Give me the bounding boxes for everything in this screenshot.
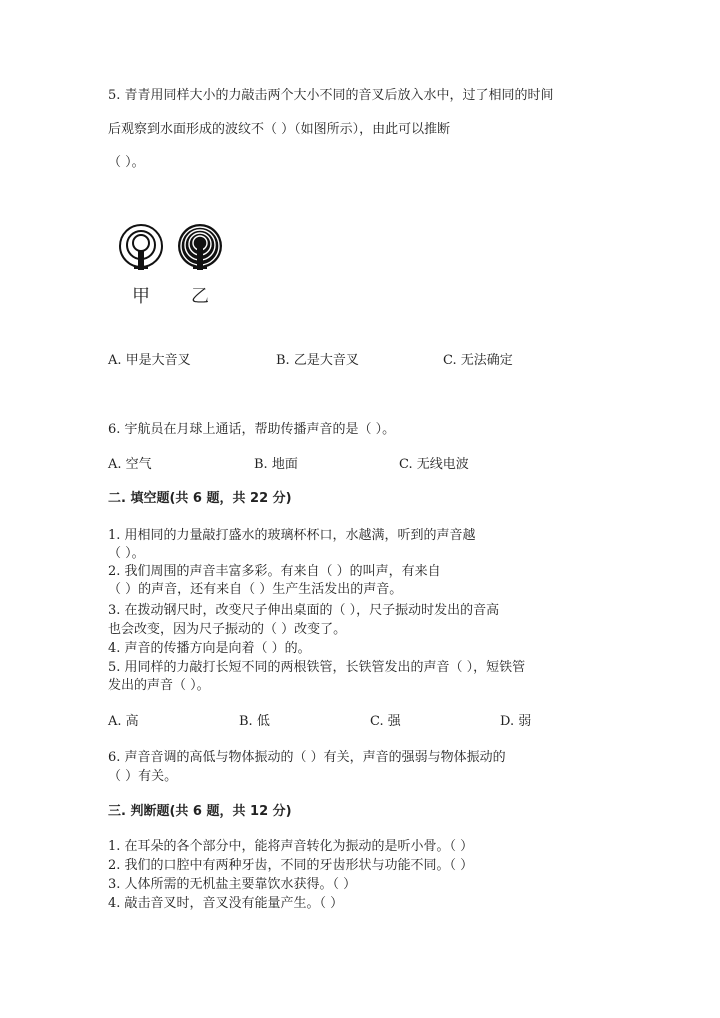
fill-line-2: （ ）。 — [108, 546, 145, 561]
fill-option-d: D. 弱 — [500, 714, 532, 729]
q5-text-line3: （ ）。 — [108, 155, 145, 170]
fill-line-8: 5. 用同样的力敲打长短不同的两根铁管，长铁管发出的声音（ ），短铁管 — [108, 660, 526, 675]
fill-line-6: 也会改变，因为尺子振动的（ ）改变了。 — [108, 622, 347, 637]
q5-option-a: A. 甲是大音叉 — [108, 353, 191, 368]
tuning-fork-ripples-image — [113, 222, 233, 282]
fill-option-c: C. 强 — [370, 714, 401, 729]
q6-text: 6. 宇航员在月球上通话，帮助传播声音的是（ ）。 — [108, 422, 396, 437]
q6-option-b: B. 地面 — [254, 457, 298, 472]
fill-line-3: 2. 我们周围的声音丰富多彩。有来自（ ）的叫声，有来自 — [108, 564, 441, 579]
q5-option-b: B. 乙是大音叉 — [276, 353, 359, 368]
fill-line-5: 3. 在拨动钢尺时，改变尺子伸出桌面的（ ），尺子振动时发出的音高 — [108, 603, 500, 618]
section3-heading: 三. 判断题(共 6 题，共 12 分) — [108, 804, 292, 819]
fill-q6-line2: （ ）有关。 — [108, 769, 178, 784]
fill-line-1: 1. 用相同的力量敲打盛水的玻璃杯杯口，水越满，听到的声音越 — [108, 528, 476, 543]
q5-text-line1: 5. 青青用同样大小的力敲击两个大小不同的音叉后放入水中，过了相同的时间 — [108, 88, 554, 103]
figure-label-b: 乙 — [191, 286, 209, 307]
judge-line-3: 3. 人体所需的无机盐主要靠饮水获得。（ ） — [108, 877, 357, 892]
fill-line-4: （ ）的声音，还有来自（ ）生产生活发出的声音。 — [108, 582, 403, 597]
judge-line-1: 1. 在耳朵的各个部分中，能将声音转化为振动的是听小骨。（ ） — [108, 839, 474, 854]
q5-text-line2: 后观察到水面形成的波纹不（ ）（如图所示），由此可以推断 — [108, 122, 451, 137]
ripple-a — [120, 225, 162, 270]
q6-option-a: A. 空气 — [108, 457, 152, 472]
fill-q6-line1: 6. 声音音调的高低与物体振动的（ ）有关，声音的强弱与物体振动的 — [108, 750, 506, 765]
figure-label-a: 甲 — [132, 286, 150, 307]
tuning-fork-figure — [113, 222, 233, 307]
judge-line-4: 4. 敲击音叉时，音叉没有能量产生。（ ） — [108, 896, 344, 911]
ripple-b — [178, 224, 222, 270]
q5-option-c: C. 无法确定 — [443, 353, 513, 368]
q6-option-c: C. 无线电波 — [399, 457, 469, 472]
fill-option-a: A. 高 — [108, 714, 139, 729]
section2-heading: 二. 填空题(共 6 题，共 22 分) — [108, 491, 292, 506]
judge-line-2: 2. 我们的口腔中有两种牙齿，不同的牙齿形状与功能不同。（ ） — [108, 858, 474, 873]
fill-line-9: 发出的声音（ ）。 — [108, 678, 210, 693]
fill-line-7: 4. 声音的传播方向是向着（ ）的。 — [108, 641, 311, 656]
fill-option-b: B. 低 — [239, 714, 270, 729]
